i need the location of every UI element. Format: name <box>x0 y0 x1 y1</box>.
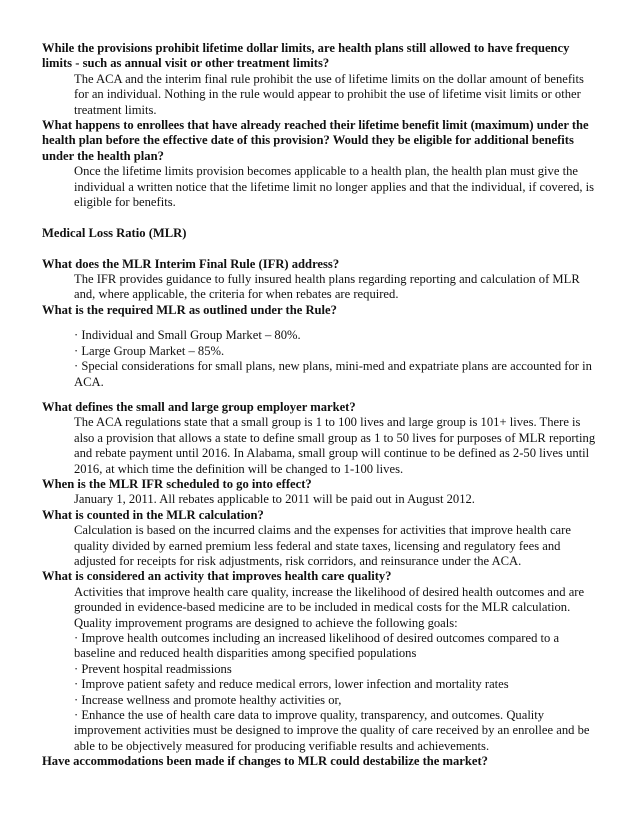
answer-mlr-ifr-address: The IFR provides guidance to fully insured health plans regarding reporting and calculation of MLR and, where applicable, the criteria for when rebates are required. <box>74 272 580 302</box>
question-effective-date: When is the MLR IFR scheduled to go into effect? <box>42 476 312 491</box>
answer-mlr-calculation: Calculation is based on the incurred claims and the expenses for activities that improve health care quality divided by earned premium less federal and state taxes, licensing and regulatory fees and adjusted for receipts for risk adjustments, risk corridors, and reinsurance under the ACA. <box>74 523 571 568</box>
list-item: · Enhance the use of health care data to improve quality, transparency, and outcomes. Quality improvement activities must be designed to improve the quality of care received by an enrollee and be able to be objectively measured for producing verifiable results and achievements. <box>74 708 590 753</box>
question-group-market-definition: What defines the small and large group employer market? <box>42 399 356 414</box>
question-market-destabilize: Have accommodations been made if changes to MLR could destabilize the market? <box>42 754 488 769</box>
list-item: · Increase wellness and promote healthy activities or, <box>74 692 342 707</box>
spacer <box>42 318 598 328</box>
spacer <box>42 241 598 256</box>
answer-frequency-limits: The ACA and the interim final rule prohibit the use of lifetime limits on the dollar amount of benefits for an individual. Nothing in the rule would appear to prohibit the use of lifetime visit limits or other treatment limits. <box>74 71 584 117</box>
answer-group-market-definition: The ACA regulations state that a small group is 1 to 100 lives and large group is 101+ lives. There is also a provision that allows a state to define small group as 1 to 50 lives for purposes of MLR reporting and rebate payment until 2016. In Alabama, small group will continue to be defined as 2-50 lives until 2016, at which time the definition will be changed to 1-100 lives. <box>74 415 596 476</box>
question-lifetime-benefit-reached: What happens to enrollees that have already reached their lifetime benefit limit (maximum) under the health plan before the effective date of this provision? Would they be eligible for additional benefits under the health plan? <box>42 118 589 163</box>
answer-quality-activity: Activities that improve health care quality, increase the likelihood of desired health outcomes and are grounded in evidence-based medicine are to be included in medical costs for the MLR calculation. Quality improvement programs are designed to achieve the following goals: <box>74 584 585 630</box>
spacer <box>42 210 598 225</box>
question-required-mlr: What is the required MLR as outlined under the Rule? <box>42 302 337 317</box>
question-quality-activity: What is considered an activity that improves health care quality? <box>42 569 392 584</box>
section-heading-mlr: Medical Loss Ratio (MLR) <box>42 225 187 240</box>
list-item: · Prevent hospital readmissions <box>74 661 232 676</box>
answer-effective-date: January 1, 2011. All rebates applicable to 2011 will be paid out in August 2012. <box>74 492 475 507</box>
list-item: · Improve patient safety and reduce medical errors, lower infection and mortality rates <box>74 677 509 692</box>
list-item: · Special considerations for small plans, new plans, mini-med and expatriate plans are accounted for in ACA. <box>74 359 592 389</box>
list-item: · Individual and Small Group Market – 80%. <box>74 328 301 343</box>
question-frequency-limits: While the provisions prohibit lifetime dollar limits, are health plans still allowed to have frequency limits - such as annual visit or other treatment limits? <box>42 41 570 71</box>
list-item: · Large Group Market – 85%. <box>74 343 225 358</box>
question-mlr-ifr-address: What does the MLR Interim Final Rule (IFR) address? <box>42 256 340 271</box>
document-page <box>42 41 598 770</box>
answer-lifetime-benefit-reached: Once the lifetime limits provision becomes applicable to a health plan, the health plan must give the individual a written notice that the lifetime limit no longer applies and that the individual, if covered, is eligible for benefits. <box>74 164 595 210</box>
spacer <box>42 390 598 400</box>
list-item: · Improve health outcomes including an increased likelihood of desired outcomes compared to a baseline and reduced health disparities among specified populations <box>74 631 560 661</box>
question-mlr-calculation: What is counted in the MLR calculation? <box>42 507 264 522</box>
